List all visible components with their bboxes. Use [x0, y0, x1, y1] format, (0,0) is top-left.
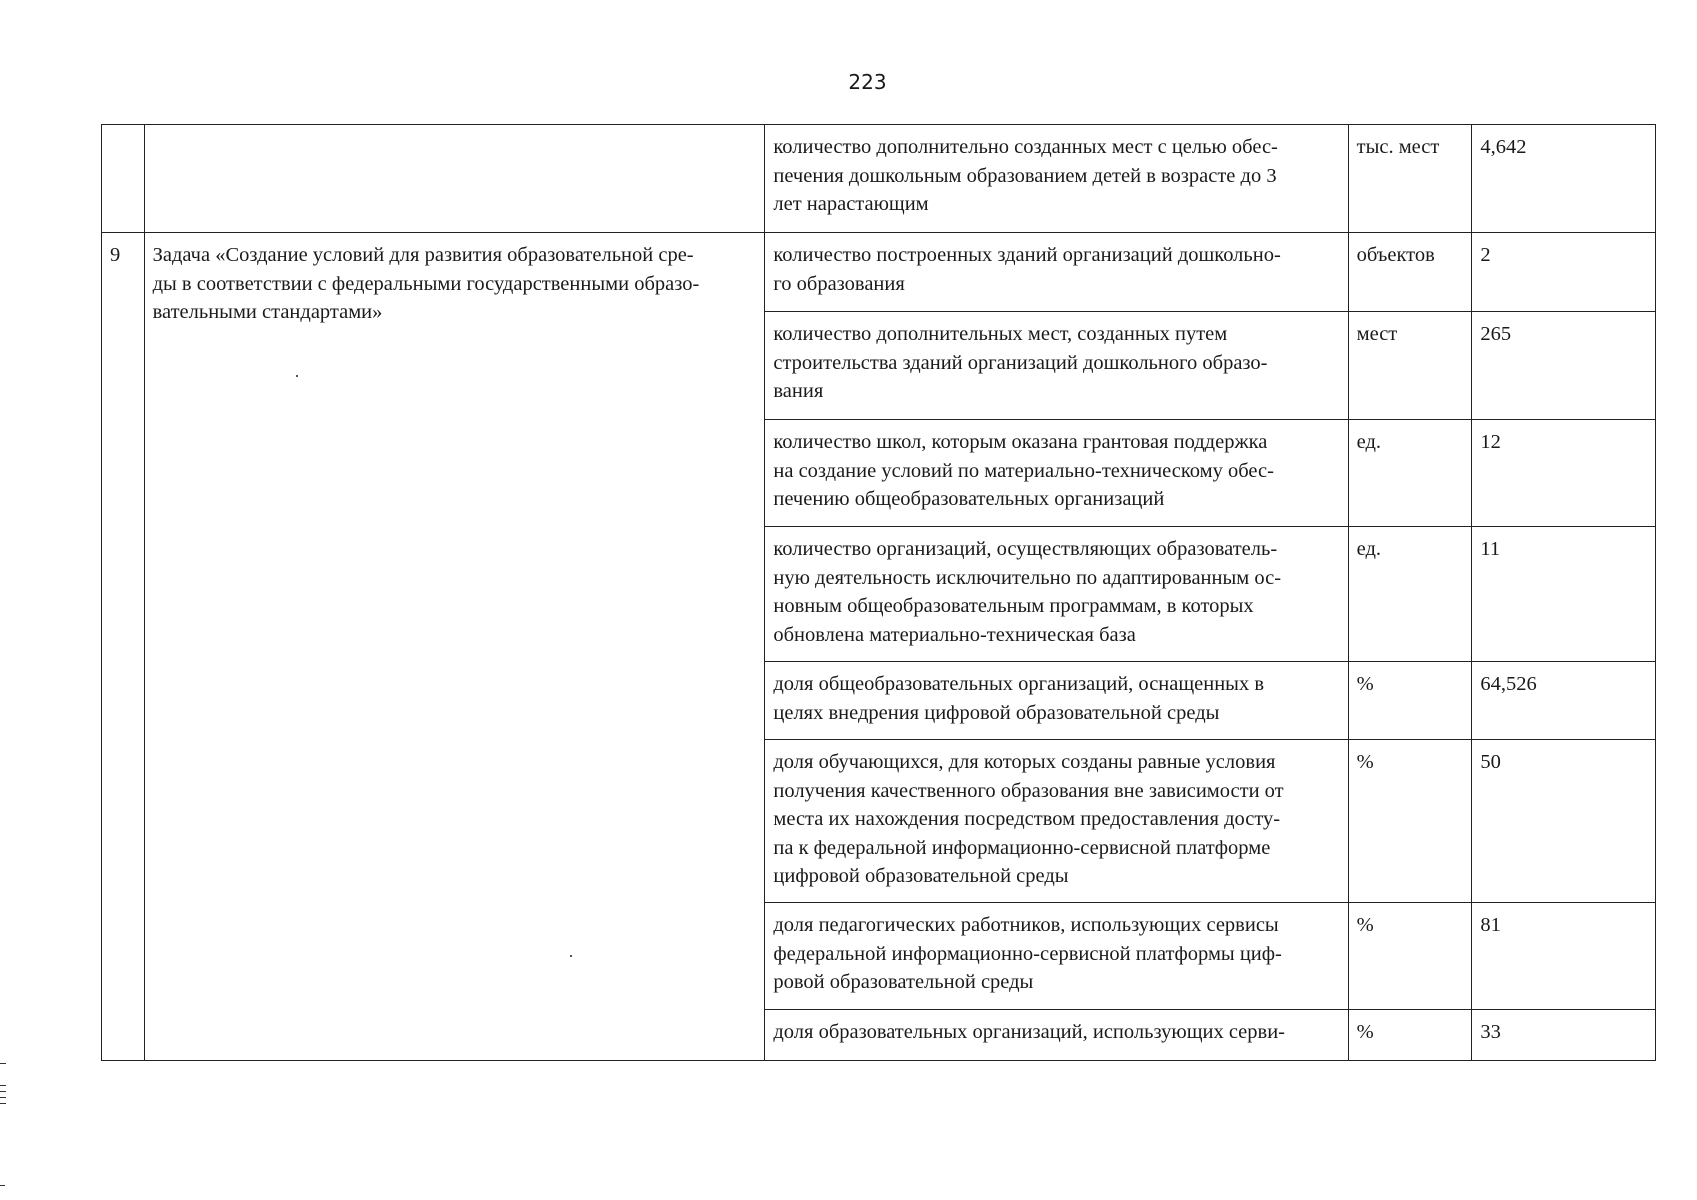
row-number-cell	[102, 125, 145, 233]
task-cell: Задача «Создание условий для развития образовательной сре- ды в соответствии с федеральными государственными образо- вательными стандартами»	[144, 233, 765, 1061]
scan-speck	[296, 375, 298, 377]
value-cell: 50	[1472, 740, 1656, 903]
indicator-cell: количество организаций, осуществляющих образователь- ную деятельность исключительно по адаптированным ос- новным общеобразовательным программам, в которых обновлена материально-техническая база	[765, 527, 1348, 662]
value-cell: 11	[1472, 527, 1656, 662]
indicators-table	[101, 124, 1656, 1061]
indicator-cell: доля образовательных организаций, использующих серви-	[765, 1010, 1348, 1061]
unit-cell: тыс. мест	[1348, 125, 1472, 233]
page-number: 223	[848, 70, 887, 94]
unit-cell: объектов	[1348, 233, 1472, 312]
table-row	[102, 233, 1656, 312]
unit-cell: %	[1348, 662, 1472, 740]
value-cell: 12	[1472, 420, 1656, 527]
value-cell: 64,526	[1472, 662, 1656, 740]
scan-edge-mark	[0, 1063, 6, 1064]
value-cell: 4,642	[1472, 125, 1656, 233]
indicator-cell: количество дополнительно созданных мест с целью обес- печения дошкольным образованием детей в возрасте до 3 лет нарастающим	[765, 125, 1348, 233]
unit-cell: %	[1348, 903, 1472, 1010]
value-cell: 265	[1472, 312, 1656, 420]
unit-cell: ед.	[1348, 527, 1472, 662]
row-number-cell: 9	[102, 233, 145, 1061]
scan-edge-mark	[0, 1185, 5, 1186]
unit-cell: мест	[1348, 312, 1472, 420]
indicator-cell: доля общеобразовательных организаций, оснащенных в целях внедрения цифровой образовательной среды	[765, 662, 1348, 740]
value-cell: 33	[1472, 1010, 1656, 1061]
value-cell: 81	[1472, 903, 1656, 1010]
scan-edge-mark	[0, 1091, 6, 1092]
task-cell	[144, 125, 765, 233]
indicator-cell: доля педагогических работников, использующих сервисы федеральной информационно-сервисной платформы циф- ровой образовательной среды	[765, 903, 1348, 1010]
unit-cell: %	[1348, 1010, 1472, 1061]
table-row	[102, 125, 1656, 233]
unit-cell: %	[1348, 740, 1472, 903]
indicator-cell: количество дополнительных мест, созданных путем строительства зданий организаций дошкольного образо- вания	[765, 312, 1348, 420]
value-cell: 2	[1472, 233, 1656, 312]
indicator-cell: количество школ, которым оказана грантовая поддержка на создание условий по материально-техническому обес- печению общеобразовательных организаций	[765, 420, 1348, 527]
indicator-cell: количество построенных зданий организаций дошкольно- го образования	[765, 233, 1348, 312]
scan-edge-mark	[0, 1085, 6, 1086]
scan-edge-mark	[0, 1097, 6, 1098]
indicator-cell: доля обучающихся, для которых созданы равные условия получения качественного образования вне зависимости от места их нахождения посредством предоставления досту- па к федеральной информационно-сервисной платформе цифровой образовательной среды	[765, 740, 1348, 903]
scan-edge-mark	[0, 1103, 6, 1104]
scan-speck	[570, 955, 572, 957]
unit-cell: ед.	[1348, 420, 1472, 527]
